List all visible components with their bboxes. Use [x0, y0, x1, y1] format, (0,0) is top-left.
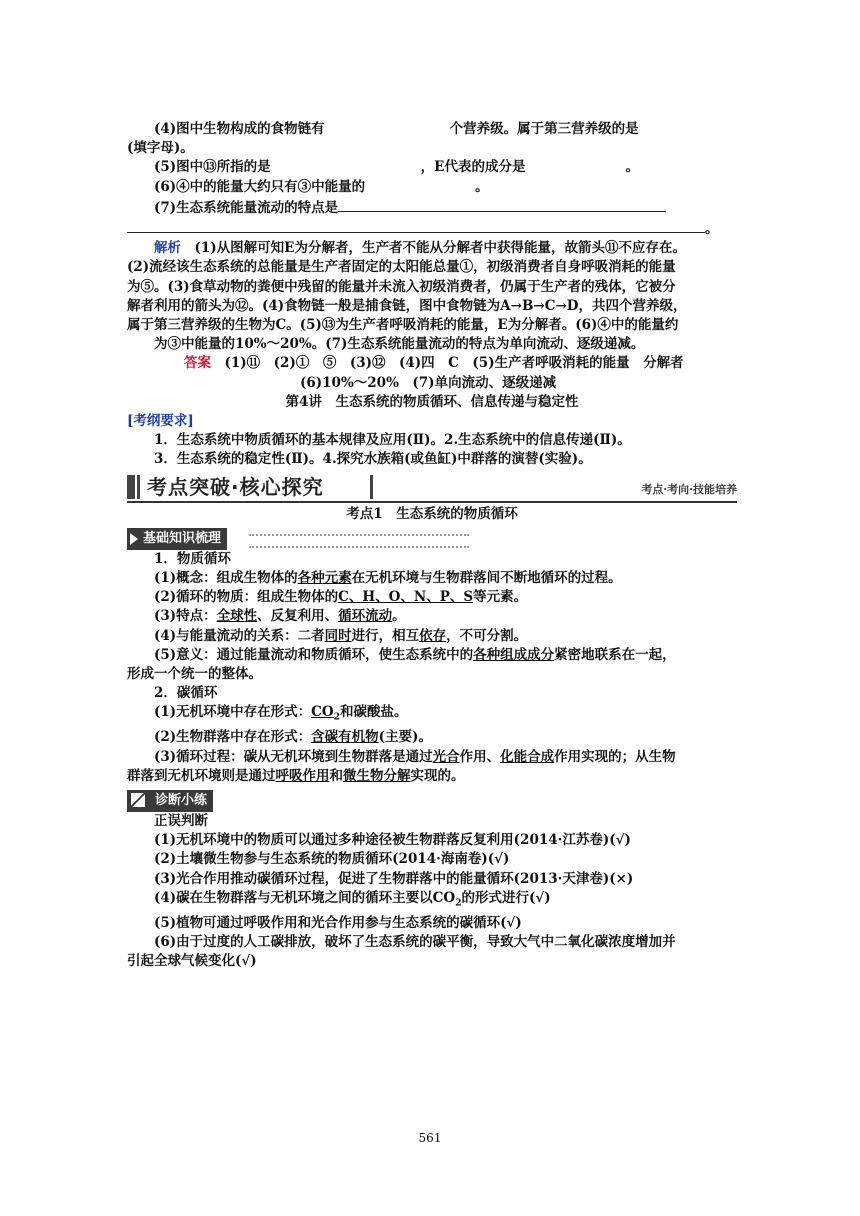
bar-decoration — [127, 475, 135, 499]
section-title: 考点突破·核心探究 — [147, 474, 324, 499]
s1-p5: (5)意义：通过能量流动和物质循环，使生态系统中的各种组成成分紧密地联系在一起， — [154, 646, 676, 663]
judge-item: (2)土壤微生物参与生态系统的物质循环(2014·海南卷)(√) — [154, 851, 510, 868]
question-5: (5)图中⑬所指的是 ，E代表的成分是 。 — [154, 159, 639, 176]
bar-decoration — [137, 475, 140, 499]
judge-item-cont: 引起全球气候变化(√) — [127, 953, 257, 970]
basic-knowledge-tag — [127, 528, 737, 550]
answer-line-2: (6)10%～20% (7)单向流动、逐级递减 — [300, 374, 557, 391]
section-header — [127, 473, 737, 503]
analysis-line-2: (2)流经该生态系统的总能量是生产者固定的太阳能总量①，初级消费者自身呼吸消耗的能量 — [127, 259, 676, 276]
point-1-title: 考点1 生态系统的物质循环 — [346, 505, 518, 522]
analysis-line-5: 属于第三营养级的生物为C。(5)⑬为生产者呼吸消耗的能量，E为分解者。(6)④中的能量约 — [127, 317, 679, 334]
analysis-line-4: 解者利用的箭头为⑫。(4)食物链一般是捕食链，图中食物链为A→B→C→D，共四个营养级， — [127, 297, 687, 314]
arrow-icon: → — [533, 297, 545, 314]
judge-item: (6)由于过度的人工碳排放，破坏了生态系统的碳平衡，导致大气中二氧化碳浓度增加并 — [154, 933, 676, 950]
question-6: (6)④中的能量大约只有③中能量的 。 — [154, 178, 489, 195]
arrow-icon: → — [510, 297, 522, 314]
question-4: (4)图中生物构成的食物链有 个营养级。属于第三营养级的是 — [154, 121, 639, 137]
bar-decoration — [370, 475, 373, 499]
answer-blank — [338, 197, 666, 212]
judge-title: 正误判断 — [154, 812, 208, 829]
judge-item: (5)植物可通过呼吸作用和光合作用参与生态系统的碳循环(√) — [154, 914, 522, 931]
s2-p3: (3)循环过程：碳从无机环境到生物群落是通过光合作用、化能合成作用实现的；从生物 — [154, 748, 676, 765]
tag-label: 基础知识梳理 — [127, 528, 227, 550]
tag-label: 诊断小练 — [127, 790, 213, 812]
s1-p4: (4)与能量流动的关系：二者同时进行，相互依存，不可分割。 — [154, 627, 528, 644]
question-4-cont: (填字母)。 — [127, 140, 194, 157]
s2-title: 2．碳循环 — [154, 685, 218, 702]
answer-blank — [127, 218, 705, 233]
syllabus-label: [考纲要求] — [127, 413, 194, 430]
s2-p3-cont: 群落到无机环境则是通过呼吸作用和微生物分解实现的。 — [127, 767, 465, 784]
judge-item: (3)光合作用推动碳循环过程，促进了生物群落中的能量循环(2013·天津卷)(×) — [154, 870, 634, 887]
s1-p3: (3)特点：全球性、反复利用、循环流动。 — [154, 608, 406, 625]
judge-item: (4)碳在生物群落与无机环境之间的循环主要以$CO_2$的形式进行(√) — [154, 889, 551, 909]
syllabus-line-1: 1．生态系统中物质循环的基本规律及应用(Ⅱ)。2.生态系统中的信息传递(Ⅱ)。 — [154, 432, 631, 449]
s1-p1: (1)概念：组成生物体的各种元素在无机环境与生物群落间不断地循环的过程。 — [154, 570, 622, 587]
diagnosis-tag — [127, 790, 737, 812]
page-number: 561 — [418, 1131, 442, 1145]
question-7-cont: 。 — [127, 218, 737, 239]
lecture-title: 第4讲 生态系统的物质循环、信息传递与稳定性 — [285, 393, 579, 410]
analysis-line-3: 为⑤。(3)食草动物的粪便中残留的能量并未流入初级消费者，仍属于生产者的残体，它被分 — [127, 278, 676, 295]
s2-p1: (1)无机环境中存在形式：$CO_2$和碳酸盐。 — [154, 704, 408, 724]
analysis-label: 解析 — [154, 240, 181, 257]
s1-p2: (2)循环的物质：组成生物体的C、H、O、N、P、S等元素。 — [154, 589, 528, 606]
arrow-icon: → — [555, 297, 567, 314]
section-subtitle: 考点·考向·技能培养 — [641, 482, 737, 496]
dotted-decoration — [249, 534, 469, 548]
answer-label: 答案 — [184, 355, 211, 372]
judge-item: (1)无机环境中的物质可以通过多种途径被生物群落反复利用(2014·江苏卷)(√) — [154, 832, 631, 849]
analysis-line-6: 为③中能量的10%～20%。(7)生态系统能量流动的特点为单向流动、逐级递减。 — [154, 336, 645, 353]
page-content — [127, 120, 737, 971]
s2-p2: (2)生物群落中存在形式：含碳有机物(主要)。 — [154, 729, 432, 746]
question-7: (7)生态系统能量流动的特点是 — [127, 197, 737, 218]
analysis-line-1: 解析 (1)从图解可知E为分解者，生产者不能从分解者中获得能量，故箭头⑪不应存在。 — [154, 240, 686, 257]
answer-line-1: 答案 (1)⑪ (2)① ⑤ (3)⑫ (4)四 C (5)生产者呼吸消耗的能量 分解者 — [184, 355, 684, 372]
s1-p5-cont: 形成一个统一的整体。 — [127, 666, 262, 683]
syllabus-line-2: 3．生态系统的稳定性(Ⅱ)。4.探究水族箱(或鱼缸)中群落的演替(实验)。 — [154, 451, 592, 468]
s1-title: 1．物质循环 — [154, 550, 231, 567]
